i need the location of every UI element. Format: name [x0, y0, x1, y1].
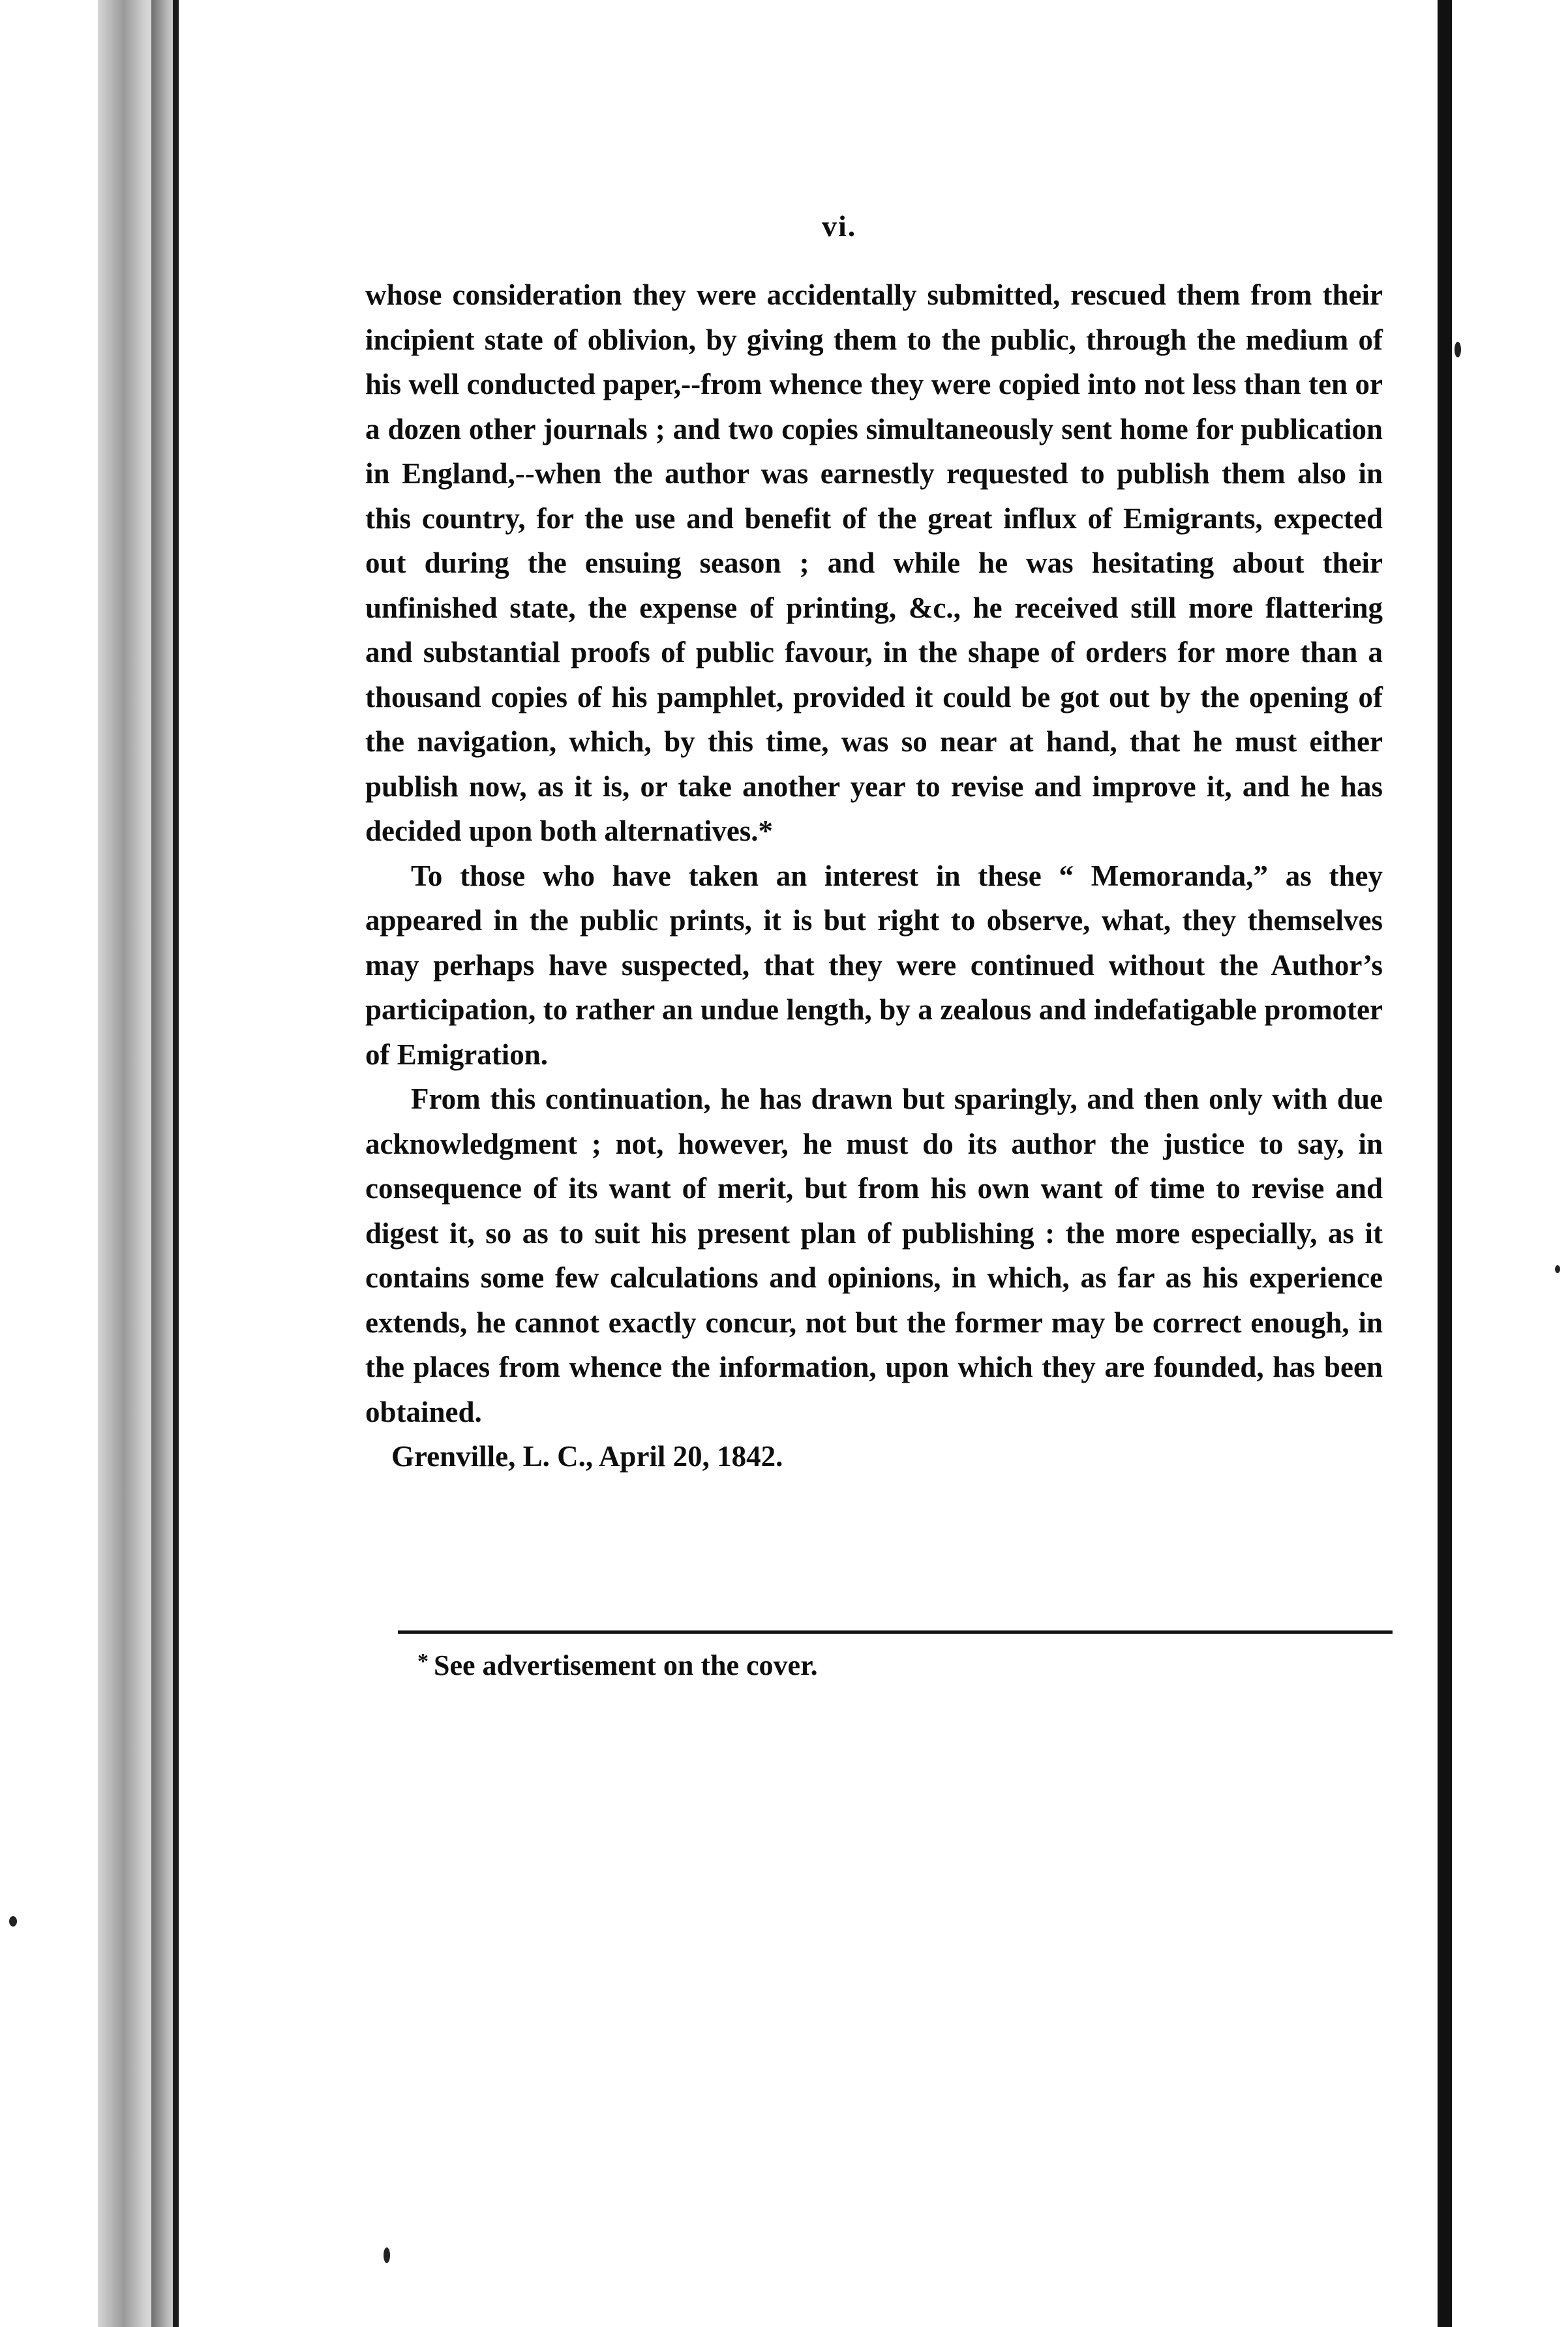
next-page-margin [1452, 0, 1568, 2327]
scan-speck [9, 1916, 17, 1927]
book-spine-edge [173, 0, 179, 2327]
page-right-edge [1438, 0, 1452, 2327]
footnote-text: See advertisement on the cover. [434, 1649, 818, 1681]
scan-speck [1455, 342, 1461, 357]
paragraph-continued: whose consideration they were accidentally submitted, rescued them from their incipient state of oblivion, by giving them to the public, through the medium of his well conducted paper,--from whence they were copied into not less than ten or a dozen other journals ; and two copies simultaneously sent home for publication in England,--when the author was earnestly requested to publish them also in this country, for the use and benefit of the great influx of Emigrants, expected out during the ensuing season ; and while he was hesitating about their unfinished state, the expense of printing, &c., he received still more flattering and substantial proofs of public favour, in the shape of orders for more than a thousand copies of his pamphlet, provided it could be got out by the opening of the navigation, which, by this time, was so near at hand, that he must either publish now, as it is, or take another year to revise and improve it, and he has decided upon both alternatives.* [365, 278, 1383, 847]
place-date-signoff: Grenville, L. C., April 20, 1842. [391, 1440, 783, 1473]
scan-speck [1555, 1265, 1560, 1273]
footnote-rule [398, 1630, 1393, 1634]
footnote [417, 1642, 818, 1685]
scan-margin-left [0, 0, 98, 2327]
paragraph-continuation: From this continuation, he has drawn but sparingly, and then only with due acknowledgment ; not, however, he must do its author the justice to say, in consequence of its want of merit, but from his own want of time to revise and digest it, so as to suit his present plan of publishing : the more especially, as it contains some few calculations and opinions, in which, as far as his experience extends, he cannot exactly concur, not but the former may be correct enough, in the places from whence the information, upon which they are founded, has been obtained. [365, 1083, 1383, 1428]
footnote-marker: * [417, 1649, 429, 1674]
paragraph-memoranda: To those who have taken an interest in these “ Memoranda,” as they appeared in the public prints, it is but right to observe, what, they themselves may perhaps have suspected, that they were continued without the Author’s participation, to rather an undue length, by a zealous and indefatigable promoter of Emigration. [365, 859, 1383, 1071]
scan-speck [384, 2247, 390, 2263]
page-number: vi. [822, 209, 857, 243]
body-text [365, 273, 1383, 1479]
